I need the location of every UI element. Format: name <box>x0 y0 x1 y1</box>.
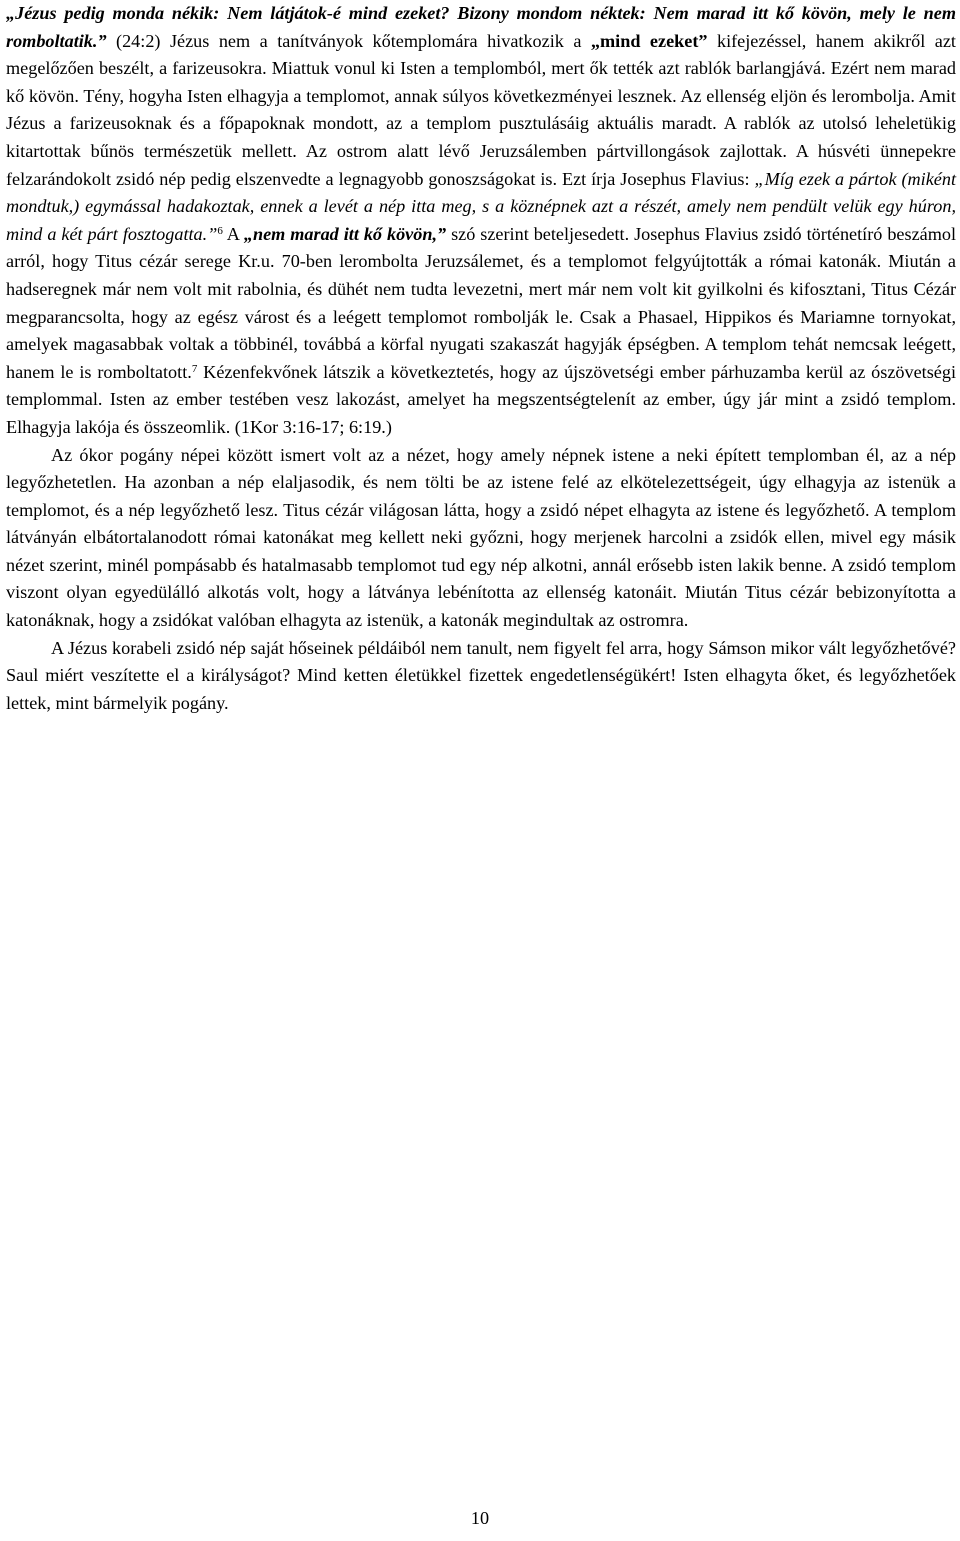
text-segment: (24:2) Jézus nem a tanítványok kőtemplomára hivatkozik a <box>106 30 591 51</box>
text-segment: kifejezéssel, hanem akikről azt megelőzően beszélt, a farizeusokra. Miattuk vonul ki Isten a templomból, mert ők tették azt rablók barlangjává. Ezért nem marad kő kövön. Tény, hogyha Isten elhagyja a templomot, annak súlyos következményei lesznek. Az ellenség eljön és lerombolja. Amit Jézus a farizeusoknak és a főpapoknak mondott, az a templom pusztulásáig aktuális maradt. A rablók az utolsó leheletükig kitartottak bűnös természetük mellett. Az ostrom alatt lévő Jeruzsálemben pártvillongások zajlottak. A húsvéti ünnepekre felzarándokolt zsidó nép pedig elszenvedte a legnagyobb gonoszságokat is. Ezt írja Josephus Flavius: <box>6 30 956 189</box>
text-segment: A Jézus korabeli zsidó nép saját hőseinek példáiból nem tanult, nem figyelt fel arra, hogy Sámson mikor vált legyőzhetővé? Saul miért veszítette el a királyságot? Mind ketten életükkel fizettek engedetlenségükért! Isten elhagyta őket, és legyőzhetőek lettek, mint bármelyik pogány. <box>6 637 956 713</box>
document-body <box>6 0 956 717</box>
paragraph-2 <box>6 442 956 635</box>
text-segment: „Míg ezek a pártok (miként mondtuk,) egymással hadakoztak, ennek a levét a nép itta meg, s a köznépnek azt a részét, amely nem pendült velük egy húron, mind a két párt fosztogatta.” <box>6 168 956 244</box>
text-segment: Kézenfekvőnek látszik a következtetés, hogy az újszövetségi ember párhuzamba kerül az ószövetségi templommal. Isten az ember testében vesz lakozást, amelyet ha megszentségtelenít az ember, úgy jár mint a zsidó templom. Elhagyja lakója és összeomlik. (1Kor 3:16-17; 6:19.) <box>6 361 957 437</box>
text-segment: „nem marad itt kő kövön,” <box>243 223 447 244</box>
footnote-ref: 6 <box>217 224 223 237</box>
paragraph-1 <box>6 0 956 442</box>
footnote-ref: 7 <box>191 362 198 375</box>
text-segment: „mind ezeket” <box>590 30 708 51</box>
page-number: 10 <box>470 1508 490 1528</box>
paragraph-3 <box>6 635 956 718</box>
text-segment: Az ókor pogány népei között ismert volt az a nézet, hogy amely népnek istene a neki épített templomban él, az a nép legyőzhetetlen. Ha azonban a nép elaljasodik, és nem tölti be az istene felé az elkötelezettségeit, úgy elhagyja az istenük a templomot, és a nép legyőzhető lesz. Titus cézár világosan látta, hogy a zsidó népet elhagyta az istene és legyőzhető. A templom látványán elbátortalanodott római katonákat meg kellett neki győzni, hogy merjenek harcolni a zsidók ellen, mivel egy másik nézet szerint, minél pompásabb és hatalmasabb templomot tud egy nép alkotni, annál erősebb isten lakik benne. A zsidó templom viszont olyan egyedülálló alkotás volt, hogy a látványa lebénította az ellenség katonáit. Miután Titus cézár bebizonyította a katonáknak, hogy a zsidókat valóban elhagyta az istenük, a katonák megindultak az ostromra. <box>6 444 956 631</box>
text-segment: „Jézus pedig monda nékik: Nem látjátok-é mind ezeket? Bizony mondom néktek: Nem marad itt kő kövön, mely le nem romboltatik.” <box>6 3 956 51</box>
text-segment: A <box>222 223 244 244</box>
text-segment: szó szerint beteljesedett. Josephus Flavius zsidó történetíró beszámol arról, hogy Titus cézár serege Kr.u. 70-ben lerombolta Jeruzsálemet, és a templomot felgyújtották a római katonák. Miután a hadseregnek már nem volt mit rabolnia, és dühét nem tudta levezetni, mert már nem volt kit gyilkolni és kifosztani, Titus Cézár megparancsolta, hogy az egész várost és a leégett templomot rombolják le. Csak a Phasael, Hippikos és Mariamne tornyokat, amelyek magasabbak voltak a többinél, továbbá a körfal nyugati szakaszát hagyják épségben. A templom tehát nemcsak leégett, hanem le is romboltatott. <box>6 223 957 382</box>
